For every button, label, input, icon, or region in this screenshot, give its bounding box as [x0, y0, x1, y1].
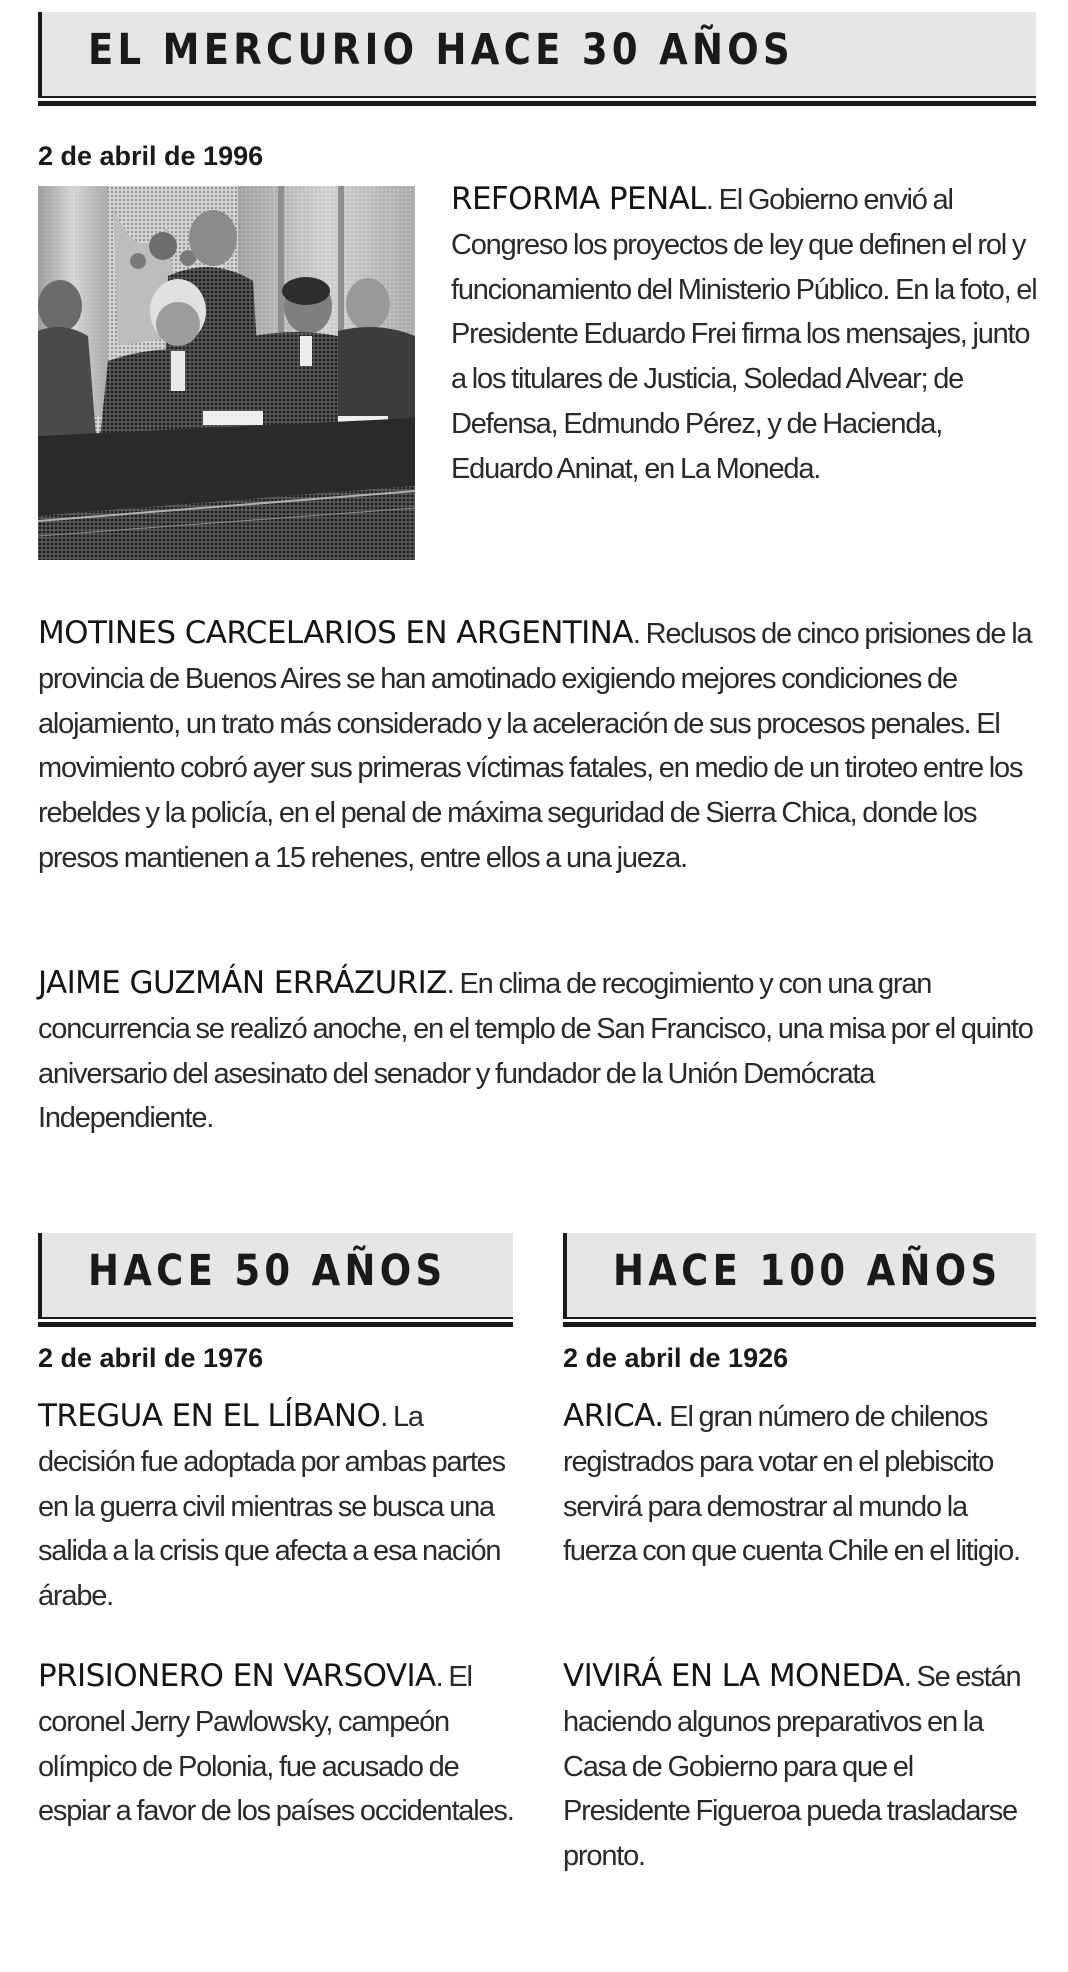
- press-photo: [38, 186, 415, 560]
- section-title: HACE 100 AÑOS: [613, 1246, 1002, 1296]
- section-date: 2 de abril de 1976: [38, 1343, 264, 1373]
- article-headline: MOTINES CARCELARIOS EN ARGENTINA: [38, 615, 633, 651]
- article-body: . La decisión fue adoptada por ambas partes en la guerra civil mientras se busca una salida a la crisis que afecta a esa nación árabe.: [38, 1401, 505, 1613]
- article-motines-carcelarios: [38, 612, 1043, 881]
- article-jaime-guzman: [38, 962, 1038, 1141]
- section-banner-30-years: [38, 12, 1036, 98]
- article-arica: [563, 1395, 1043, 1574]
- article-body: El gran número de chilenos registrados para votar en el plebiscito servirá para demostrar al mundo la fuerza con que cuenta Chile en el litigio.: [563, 1401, 1020, 1568]
- section-date: 2 de abril de 1996: [38, 141, 264, 171]
- article-headline: PRISIONERO EN VARSOVIA: [38, 1658, 436, 1694]
- article-reforma-penal: [451, 178, 1041, 492]
- article-body: . Se están haciendo algunos preparativos en la Casa de Gobierno para que el Presidente Figueroa pueda trasladarse pronto.: [563, 1661, 1021, 1873]
- article-body: . En clima de recogimiento y con una gran concurrencia se realizó anoche, en el templo de San Francisco, una misa por el quinto aniversario del asesinato del senador y fundador de la Unión Demócrata Independiente.: [38, 968, 1033, 1135]
- article-headline: VIVIRÁ EN LA MONEDA: [563, 1658, 904, 1694]
- article-vivira-en-la-moneda: [563, 1655, 1043, 1879]
- article-headline: JAIME GUZMÁN ERRÁZURIZ: [38, 965, 447, 1001]
- article-prisionero-varsovia: [38, 1655, 518, 1834]
- article-body: . El Gobierno envió al Congreso los proyectos de ley que definen el rol y funcionamiento del Ministerio Público. En la foto, el Presidente Eduardo Frei firma los mensajes, junto a los titulares de Justicia, Soledad Alvear; de Defensa, Edmundo Pérez, y de Hacienda, Eduardo Aninat, en La Moneda.: [451, 184, 1037, 485]
- article-headline: REFORMA PENAL: [451, 181, 706, 217]
- article-body: . El coronel Jerry Pawlowsky, campeón olímpico de Polonia, fue acusado de espiar a favor de los países occidentales.: [38, 1661, 514, 1828]
- article-tregua-libano: [38, 1395, 518, 1619]
- section-title: EL MERCURIO HACE 30 AÑOS: [88, 25, 794, 75]
- article-body: . Reclusos de cinco prisiones de la provincia de Buenos Aires se han amotinado exigiendo mejores condiciones de alojamiento, un trato más considerado y la aceleración de sus procesos penales. El movimiento cobró ayer sus primeras víctimas fatales, en medio de un tiroteo entre los rebeldes y la policía, en el penal de máxima seguridad de Sierra Chica, donde los presos mantienen a 15 rehenes, entre ellos a una jueza.: [38, 618, 1032, 874]
- section-title: HACE 50 AÑOS: [88, 1246, 447, 1296]
- section-banner-50-years: [38, 1233, 513, 1319]
- press-photo-icon: [38, 186, 415, 560]
- article-headline: TREGUA EN EL LÍBANO: [38, 1398, 381, 1434]
- article-headline: ARICA.: [563, 1398, 664, 1434]
- section-date: 2 de abril de 1926: [563, 1343, 789, 1373]
- section-banner-100-years: [563, 1233, 1036, 1319]
